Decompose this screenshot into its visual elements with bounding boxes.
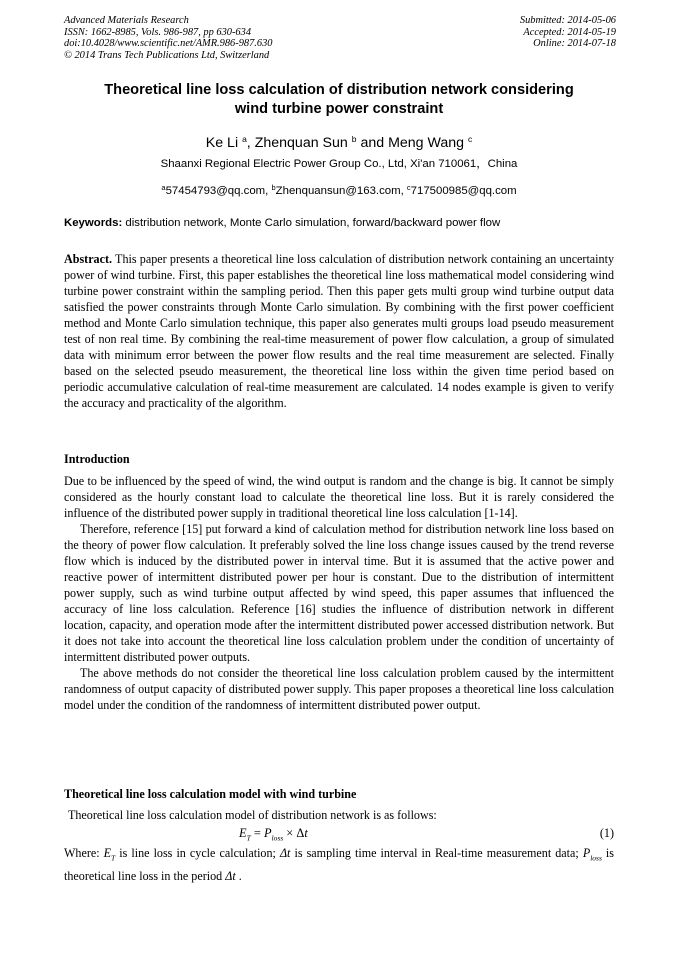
author-separator: and — [360, 135, 385, 151]
where-symbol: Δt — [279, 846, 291, 860]
section-heading-introduction: Introduction — [64, 452, 130, 466]
where-subscript: T — [111, 853, 116, 863]
eq-symbol: P — [263, 826, 272, 840]
online-date: Online: 2014-07-18 — [533, 38, 616, 49]
abstract — [64, 251, 614, 411]
where-subscript: loss — [590, 853, 602, 863]
eq-symbol: E — [239, 826, 247, 840]
model-intro-text: Theoretical line loss calculation model of distribution network is as follows: — [68, 808, 437, 822]
author-marker: a — [242, 134, 247, 144]
keywords — [64, 216, 614, 231]
email-list — [64, 180, 614, 199]
where-text: is theoretical line loss in the period — [64, 846, 614, 884]
eq-symbol: t — [304, 826, 308, 840]
section-heading-model: Theoretical line loss calculation model with wind turbine — [64, 787, 357, 801]
title-line-1: Theoretical line loss calculation of distribution network considering — [104, 82, 574, 98]
where-text: is line loss in cycle calculation; — [115, 846, 280, 860]
submission-dates — [520, 15, 616, 50]
email-address: Zhenquansun@163.com, — [275, 185, 407, 197]
author-separator: , — [246, 135, 251, 151]
intro-paragraph: The above methods do not consider the theoretical line loss calculation problem caused by the intermittent randomness of output capacity of distributed power supply. This paper proposes a theoretical line loss calculation model under the condition of the randomness of intermittent distributed power output. — [64, 666, 614, 712]
issn-line: ISSN: 1662-8985, Vols. 986-987, pp 630-634 — [64, 26, 252, 38]
where-symbol: E — [103, 846, 112, 860]
where-text: is sampling time interval in Real-time measurement data; — [290, 846, 583, 860]
equation-explanation — [64, 844, 614, 885]
abstract-paragraph — [64, 251, 614, 411]
author-name: Zhenquan Sun — [254, 135, 348, 151]
email-marker: b — [271, 183, 276, 192]
journal-name: Advanced Materials Research — [64, 15, 189, 26]
eq-subscript: T — [246, 833, 251, 843]
author-list — [64, 130, 614, 152]
where-symbol: Δt — [225, 869, 236, 884]
paper-title — [64, 81, 614, 119]
keywords-label: Keywords: — [64, 217, 123, 229]
author-name: Meng Wang — [388, 135, 465, 151]
eq-subscript: loss — [271, 833, 284, 843]
keywords-text: distribution network, Monte Carlo simulation, forward/backward power flow — [122, 217, 501, 229]
introduction-body — [64, 473, 614, 713]
where-text: . — [235, 869, 242, 884]
equation-number: (1) — [599, 826, 614, 840]
email-address: 57454793@qq.com, — [165, 185, 272, 197]
abstract-text: This paper presents a theoretical line loss calculation of distribution network containing an uncertainty power of wind turbine. First, this paper establishes the theoretical line loss mathematical model considering wind turbine power constraint within the sampling period. Then this paper gets multi group wind turbine output data satisfied the power constraints through Monte Carlo simulation. By combining with the first power coefficient method and Monte Carlo simulation technique, this paper also generates multi groups load pseudo measurement test of non real time. By combining the real-time measurement of power flow calculation, a group of simulated data with minimum error between the power flow results and the real time measurement are selected. Finally based on the selected pseudo measurement, the theoretical line loss within the given time period based on periodic accumulative calculation of real-time measurement are calculated. 14 nodes example is given to verify the accuracy and practicality of the algorithm. — [64, 252, 614, 410]
email-marker: a — [161, 183, 166, 192]
author-name: Ke Li — [205, 135, 239, 151]
author-marker: c — [467, 134, 473, 144]
email-marker: c — [406, 183, 411, 192]
copyright-line: © 2014 Trans Tech Publications Ltd, Switzerland — [64, 49, 270, 61]
accepted-date: Accepted: 2014-05-19 — [523, 26, 616, 38]
submitted-date: Submitted: 2014-05-06 — [519, 15, 616, 26]
email-address: 717500985@qq.com — [410, 185, 517, 197]
intro-paragraph: Due to be influenced by the speed of wind, the wind output is random and the change is big. It cannot be simply considered as the hourly constant load to calculate the theoretical line loss. But it is rarely considered the influence of the distributed power supply in traditional theoretical line loss calculation [1-14]. — [64, 474, 614, 520]
title-line-2: wind turbine power constraint — [234, 101, 444, 117]
abstract-label: Abstract. — [64, 252, 113, 266]
author-marker: b — [351, 134, 357, 144]
doi-line: doi:10.4028/www.scientific.net/AMR.986-987.630 — [64, 38, 273, 49]
where-symbol: P — [582, 846, 591, 860]
eq-operator: = — [250, 826, 264, 840]
eq-operator: × Δ — [283, 826, 305, 840]
journal-info — [64, 15, 272, 61]
where-text: Where: — [64, 846, 104, 860]
intro-paragraph: Therefore, reference [15] put forward a kind of calculation method for distribution network line loss based on the theory of power flow calculation. It preferably solved the line loss change issues caused by the trend reverse flow which is induced by the distributed power in interval time. But it is assumed that the active power and reactive power of intermittent distributed power per hour is constant. Due to the distribution of intermittent power supply, such as wind turbine output affected by wind speed, this paper assumes that influenced the accuracy of line loss calculation. Reference [16] studies the influence of distribution network in different location, capacity, and operation mode after the intermittent distributed power accessed distribution network. But it does not take into account the theoretical line loss calculation problem under the condition of uncertainty of intermittent distributed power outputs. — [64, 522, 614, 664]
affiliation: Shaanxi Regional Electric Power Group Co., Ltd, Xi'an 710061，China — [160, 158, 518, 170]
